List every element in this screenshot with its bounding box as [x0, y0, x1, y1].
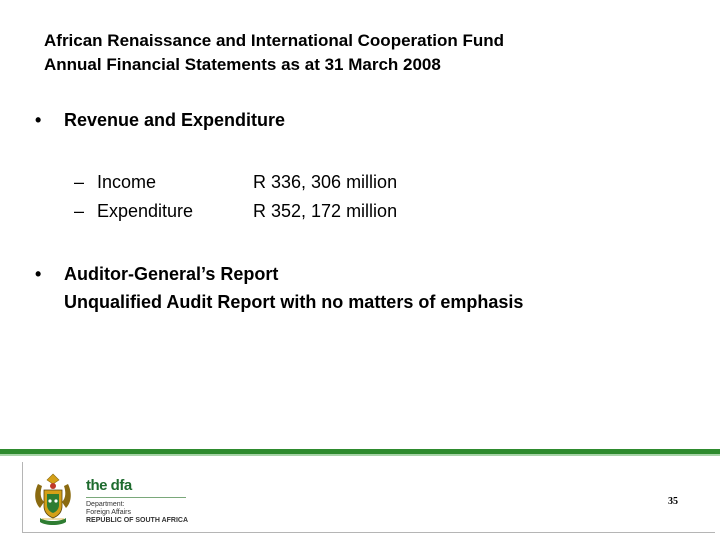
dfa-logo-text: the dfa	[86, 477, 132, 494]
department-line-2: Foreign Affairs	[86, 509, 132, 516]
revenue-heading: Revenue and Expenditure	[64, 110, 286, 130]
department-line-1: Department:	[86, 501, 125, 508]
bullet-symbol-auditor: •	[35, 264, 42, 284]
coat-of-arms-icon	[32, 472, 74, 528]
department-line-3: REPUBLIC OF SOUTH AFRICA	[86, 517, 189, 524]
auditor-detail: Unqualified Audit Report with no matters of emphasis	[64, 292, 524, 312]
slide-title-line-2: Annual Financial Statements as at 31 March 2008	[44, 55, 441, 74]
expenditure-value: R 352, 172 million	[253, 201, 398, 221]
expenditure-label: Expenditure	[97, 201, 194, 221]
dash-income: –	[74, 172, 85, 192]
bullet-symbol-revenue: •	[35, 110, 42, 130]
page-number: 35	[668, 496, 678, 507]
income-value: R 336, 306 million	[253, 172, 398, 192]
income-label: Income	[97, 172, 157, 192]
dfa-logo-divider	[86, 497, 186, 498]
auditor-heading: Auditor-General’s Report	[64, 264, 279, 284]
slide-title-line-1: African Renaissance and International Cooperation Fund	[44, 31, 505, 50]
footer-rule-highlight	[0, 454, 720, 456]
dash-expenditure: –	[74, 201, 85, 221]
